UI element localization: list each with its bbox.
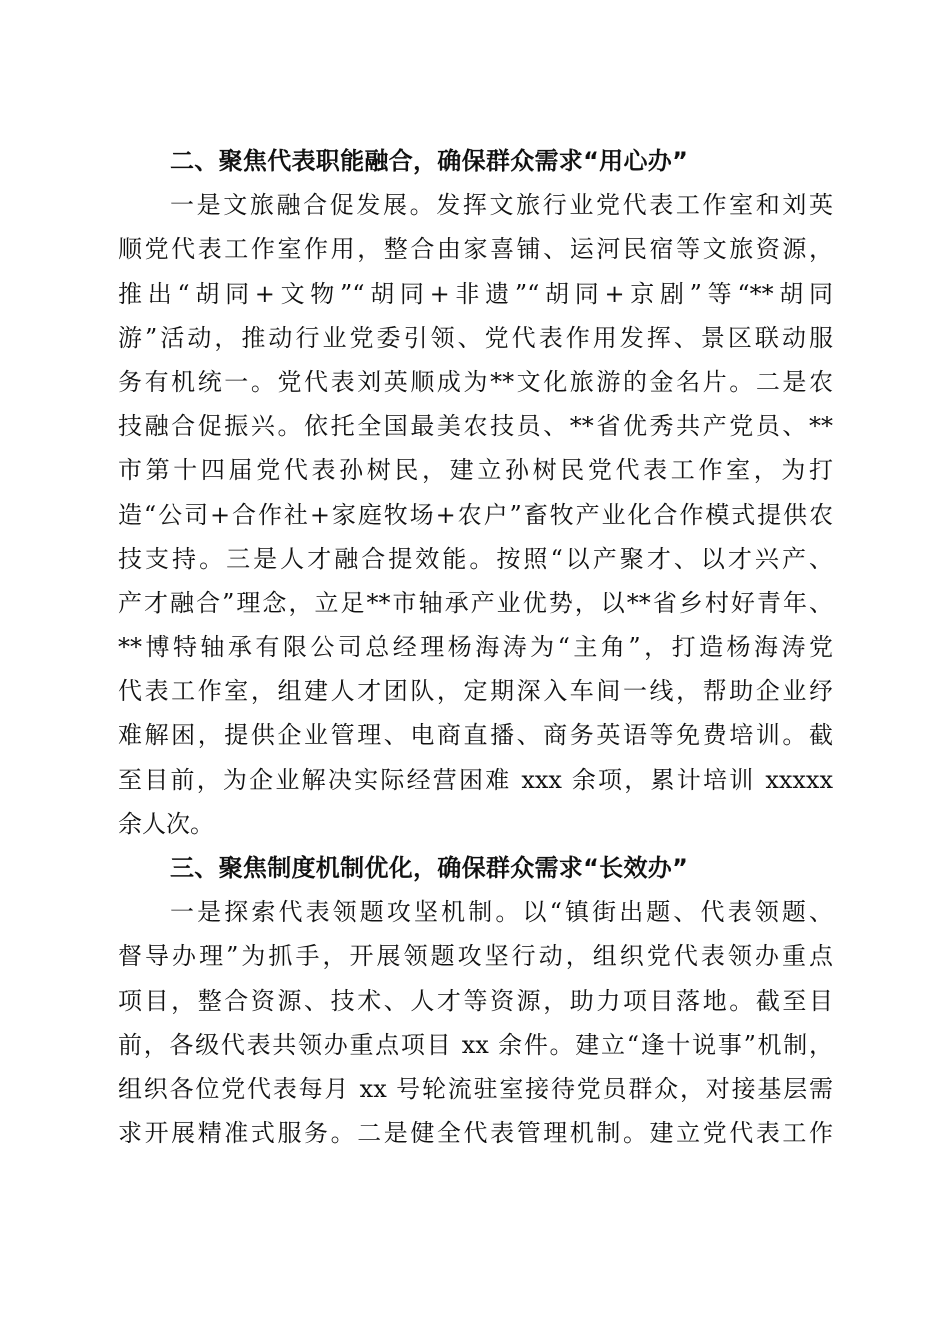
paragraph-line: 至目前，为企业解决实际经营困难 xxx 余项，累计培训 xxxxx bbox=[118, 765, 833, 794]
paragraph-line: 一是文旅融合促发展。发挥文旅行业党代表工作室和刘英 bbox=[170, 191, 833, 220]
document-body bbox=[118, 139, 833, 1155]
paragraph-line: 市第十四届党代表孙树民，建立孙树民党代表工作室，为打 bbox=[118, 456, 833, 485]
paragraph-line: **博特轴承有限公司总经理杨海涛为“主角”，打造杨海涛党 bbox=[118, 633, 833, 662]
paragraph-line: 产才融合”理念，立足**市轴承产业优势，以**省乡村好青年、 bbox=[118, 588, 833, 617]
paragraph-line: 造“公司+合作社+家庭牧场+农户”畜牧产业化合作模式提供农 bbox=[118, 500, 833, 529]
paragraph-line: 前，各级代表共领办重点项目 xx 余件。建立“逢十说事”机制， bbox=[118, 1030, 833, 1059]
paragraph-line: 余人次。 bbox=[118, 809, 214, 838]
section-heading-2: 二、聚焦代表职能融合，确保群众需求“用心办” bbox=[170, 147, 689, 175]
paragraph-culture-tourism-agriculture-talent bbox=[118, 183, 833, 846]
paragraph-line: 督导办理”为抓手，开展领题攻坚行动，组织党代表领办重点 bbox=[118, 942, 833, 971]
paragraph-representative-mechanisms bbox=[118, 890, 833, 1155]
paragraph-line: 推出“胡同+文物”“胡同+非遗”“胡同+京剧”等“**胡同 bbox=[118, 279, 833, 308]
paragraph-line: 技支持。三是人才融合提效能。按照“以产聚才、以才兴产、 bbox=[118, 544, 833, 573]
paragraph-line: 务有机统一。党代表刘英顺成为**文化旅游的金名片。二是农 bbox=[118, 367, 833, 396]
paragraph-line: 求开展精准式服务。二是健全代表管理机制。建立党代表工作 bbox=[118, 1119, 833, 1148]
paragraph-line: 代表工作室，组建人才团队，定期深入车间一线，帮助企业纾 bbox=[118, 677, 833, 706]
paragraph-line: 游”活动，推动行业党委引领、党代表作用发挥、景区联动服 bbox=[118, 323, 833, 352]
paragraph-line: 技融合促振兴。依托全国最美农技员、**省优秀共产党员、** bbox=[118, 412, 833, 441]
paragraph-line: 组织各位党代表每月 xx 号轮流驻室接待党员群众，对接基层需 bbox=[118, 1074, 833, 1103]
paragraph-line: 项目，整合资源、技术、人才等资源，助力项目落地。截至目 bbox=[118, 986, 833, 1015]
section-heading-3: 三、聚焦制度机制优化，确保群众需求“长效办” bbox=[170, 854, 689, 883]
paragraph-line: 顺党代表工作室作用，整合由家喜铺、运河民宿等文旅资源， bbox=[118, 235, 833, 264]
paragraph-line: 难解困，提供企业管理、电商直播、商务英语等免费培训。截 bbox=[118, 721, 833, 750]
paragraph-line: 一是探索代表领题攻坚机制。以“镇街出题、代表领题、 bbox=[170, 898, 833, 927]
